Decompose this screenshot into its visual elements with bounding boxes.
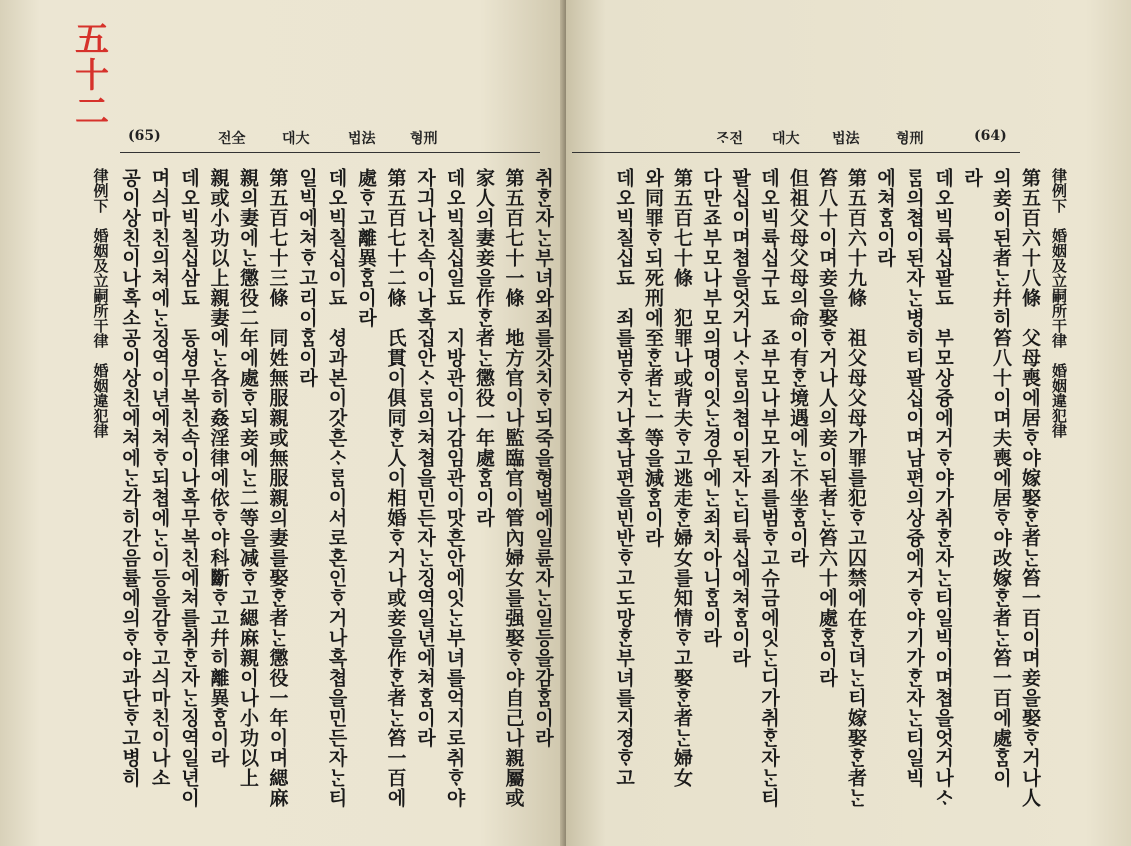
right-page-column-12: 다만죠부모나부모의명이잇ᄂᆞᆫ경우에ᄂᆞᆫ죄치아니ᄒᆞᆷ이라 (700, 168, 722, 648)
right-page-column-2: 의妾이된者ᄂᆞᆫ幷히笞八十이며夫喪에居ᄒᆞ야改嫁ᄒᆞᆫ者ᄂᆞᆫ笞一百에處ᄒᆞᆷ이 (990, 168, 1012, 788)
right-page-number: (64) (974, 128, 1007, 144)
left-header-hangul: 전全 (218, 131, 246, 147)
right-page-column-3: 라 (961, 168, 983, 188)
left-header-title-1: 대大 (282, 131, 310, 147)
right-page-header (566, 128, 1131, 150)
left-page-column-6: 處ᄒᆞ고離異ᄒᆞᆷ이라 (355, 168, 377, 328)
right-page-column-10: 데오빅륙십구됴 죠부모나부모가죄를범ᄒᆞ고슈금에잇ᄂᆞᆫ디가취ᄒᆞᆫ자ᄂᆞᆫ티 (758, 168, 780, 808)
right-page-column-0: 律例下 婚姻及立嗣所干律 婚姻違犯律 (1050, 168, 1068, 438)
left-page-column-13: 며싀마친의쳐에ᄂᆞᆫ징역이년에쳐ᄒᆞ되쳡에ᄂᆞᆫ이등을감ᄒᆞ고싀마친이나소 (148, 168, 171, 788)
right-header-title-1: 대大 (772, 131, 800, 147)
left-page-column-14: 공이상친이나혹소공이상친에쳐에ᄂᆞᆫ각히간음률에의ᄒᆞ야과단ᄒᆞ고병히 (119, 168, 141, 788)
left-page (0, 0, 565, 846)
right-page (566, 0, 1131, 846)
right-page-column-6: 에쳐ᄒᆞᆷ이라 (874, 168, 896, 268)
left-page-column-0: 취ᄒᆞᆫ자ᄂᆞᆫ부녀와죄를갓치ᄒᆞ되죽을형벌에일륜자ᄂᆞᆫ일등을감ᄒᆞᆷ이라 (532, 168, 554, 748)
right-page-column-1: 第五百六十八條 父母喪에居ᄒᆞ야嫁娶ᄒᆞᆫ者ᄂᆞᆫ笞一百이며妾을娶ᄒᆞ거나人 (1019, 168, 1041, 808)
right-header-hangul: ᄌᆞ전 (716, 131, 744, 147)
left-page-column-7: 데오빅칠십이됴 셩과본이갓흔ᄉᆞᄅᆞᆷ이서로혼인ᄒᆞ거나혹쳡을민든자ᄂᆞᆫ티 (325, 168, 348, 808)
right-page-column-5: ᄅᆞᆷ의쳡이된자ᄂᆞᆫ병히티팔십이며남편의상즁에거ᄒᆞ야기가ᄒᆞᆫ자ᄂᆞᆫ티일빅 (903, 168, 925, 788)
right-page-column-15: 데오빅칠십됴 죄를범ᄒᆞ거나혹남편을빈반ᄒᆞ고도망ᄒᆞᆫ부녀를지졍ᄒᆞ고 (613, 168, 635, 788)
right-page-column-13: 第五百七十條 犯罪나或背夫ᄒᆞ고逃走ᄒᆞᆫ婦女를知情ᄒᆞ고娶ᄒᆞᆫ者ᄂᆞᆫ婦女 (671, 168, 693, 788)
left-header-rule (120, 152, 540, 153)
left-page-column-2: 家人의妻妾을作ᄒᆞᆫ者ᄂᆞᆫ懲役一年處ᄒᆞᆷ이라 (473, 168, 495, 528)
right-header-title-3: 형刑 (896, 131, 924, 147)
right-page-column-14: 와同罪ᄒᆞ되死刑에至ᄒᆞᆫ者ᄂᆞᆫ一等을減ᄒᆞᆷ이라 (642, 168, 664, 548)
right-page-column-7: 第五百六十九條 祖父母父母가罪를犯ᄒᆞ고囚禁에在ᄒᆞᆫ뎌ᄂᆞᆫ티嫁娶ᄒᆞᆫ者ᄂᆞᆫ (845, 168, 867, 808)
left-page-column-5: 第五百七十二條 氏貫이俱同ᄒᆞᆫ人이相婚ᄒᆞ거나或妾을作ᄒᆞᆫ者ᄂᆞᆫ笞一百에 (384, 168, 407, 808)
left-page-column-3: 데오빅칠십일됴 지방관이나감임관이맛흔안에잇ᄂᆞᆫ부녀를억지로취ᄒᆞ야 (443, 168, 466, 808)
left-page-column-15: 律例下 婚姻及立嗣所干律 婚姻違犯律 (91, 168, 110, 438)
left-header-title-2: 법法 (348, 131, 376, 147)
left-page-column-8: 일빅에쳐ᄒᆞ고리이ᄒᆞᆷ이라 (296, 168, 318, 388)
left-page-column-12: 데오빅칠십삼됴 동셩무복친속이나혹무복친에쳐를취ᄒᆞᆫ자ᄂᆞᆫ징역일년이 (178, 168, 200, 808)
right-page-column-11: 팔십이며쳡을엇거나ᄉᆞᄅᆞᆷ의쳡이된자ᄂᆞᆫ티륙십에쳐ᄒᆞᆷ이라 (729, 168, 751, 668)
left-header-title-3: 형刑 (410, 131, 438, 147)
left-page-column-4: 자긔나친속이나혹집안ᄉᆞᄅᆞᆷ의쳐쳡을민든자ᄂᆞᆫ징역일년에쳐ᄒᆞᆷ이라 (414, 168, 436, 748)
right-page-column-4: 데오빅륙십팔됴 부모상즁에거ᄒᆞ야가취ᄒᆞᆫ자ᄂᆞᆫ티일빅이며쳡을엇거나ᄉᆞ (932, 168, 954, 808)
left-page-column-10: 親의妻에ᄂᆞᆫ懲役二年에處ᄒᆞ되妾에ᄂᆞᆫ二等을减ᄒᆞ고緦麻親이나小功以上 (237, 168, 259, 788)
left-page-column-1: 第五百七十一條 地方官이나監臨官이管內婦女를强娶ᄒᆞ야自己나親屬或 (502, 168, 525, 808)
left-page-column-9: 第五百七十三條 同姓無服親或無服親의妻를娶ᄒᆞᆫ者ᄂᆞᆫ懲役一年이며緦麻 (266, 168, 289, 808)
right-header-rule (572, 152, 1020, 153)
left-page-column-11: 親或小功以上親妻에ᄂᆞᆫ各히姦淫律에依ᄒᆞ야科斷ᄒᆞ고幷히離異ᄒᆞᆷ이라 (207, 168, 230, 768)
left-page-header (0, 128, 565, 150)
right-page-column-9: 但祖父母父母의命이有ᄒᆞᆫ境遇에ᄂᆞᆫ不坐ᄒᆞᆷ이라 (787, 168, 809, 568)
page-stamp: 五十二 (75, 20, 107, 132)
right-page-column-8: 笞八十이며妾을娶ᄒᆞ거나人의妾이된者ᄂᆞᆫ笞六十에處ᄒᆞᆷ이라 (816, 168, 838, 688)
left-page-number: (65) (128, 128, 161, 144)
right-header-title-2: 법法 (832, 131, 860, 147)
